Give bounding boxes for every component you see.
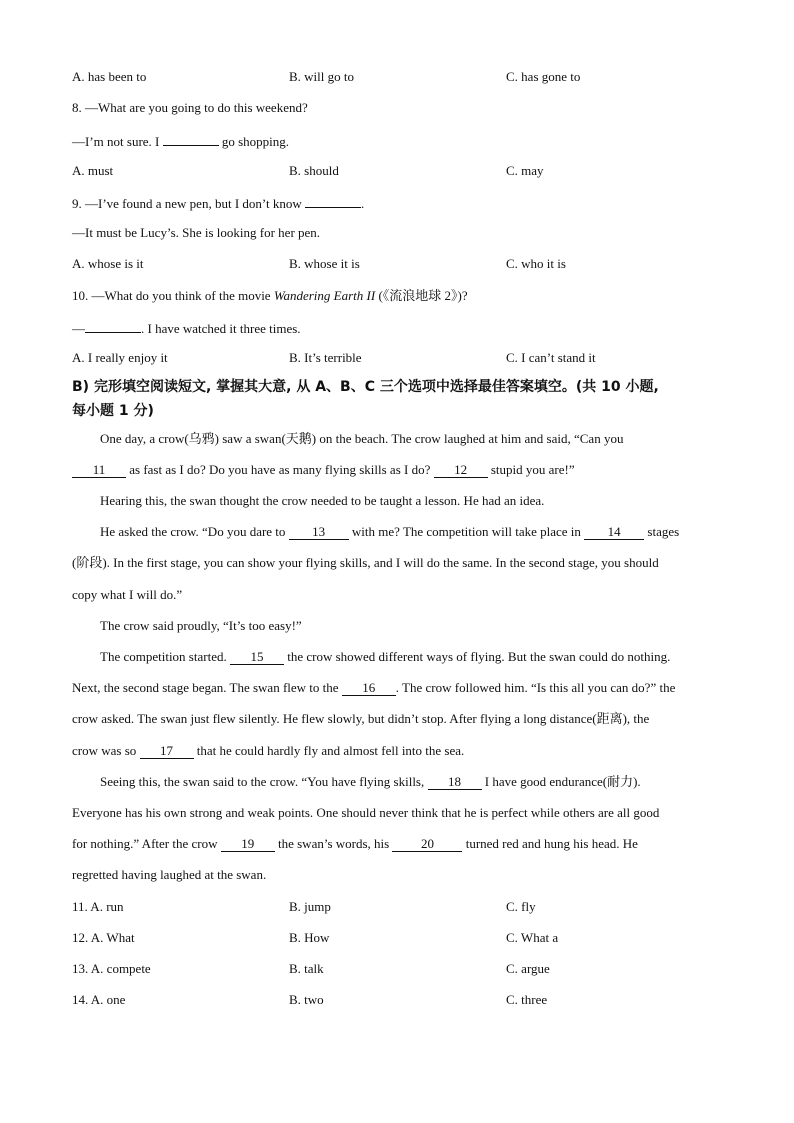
q8-reply-post: go shopping. xyxy=(221,134,290,149)
blank-12: 12 xyxy=(434,462,488,478)
choice-11-c: C. fly xyxy=(506,899,536,914)
passage-p3-line1 xyxy=(100,523,679,541)
section-b-heading-line1: B) 完形填空阅读短文, 掌握其大意, 从 A、B、C 三个选项中选择最佳答案填空。(共 10 小题, xyxy=(72,379,659,395)
passage-p6-line2: Everyone has his own strong and weak points. One should never think that he is perfect while others are all good xyxy=(72,805,660,820)
passage-p1-line1: One day, a crow(乌鸦) saw a swan(天鹅) on the beach. The crow laughed at him and said, “Can you xyxy=(100,431,624,446)
q10-movie-title: Wandering Earth II xyxy=(273,288,376,303)
blank-14: 14 xyxy=(584,524,644,540)
q10-blank xyxy=(85,318,141,333)
passage-text: Seeing this, the swan said to the crow. “You have flying skills, xyxy=(100,774,425,789)
passage-text: The competition started. xyxy=(100,649,227,664)
passage-text: the crow showed different ways of flying. But the swan could do nothing. xyxy=(287,649,671,664)
q10-option-c: C. I can’t stand it xyxy=(506,350,596,365)
passage-text: Next, the second stage began. The swan flew to the xyxy=(72,680,339,695)
q9-option-c: C. who it is xyxy=(506,256,566,271)
q8-prompt: 8. —What are you going to do this weekend? xyxy=(72,100,308,115)
choice-13-c: C. argue xyxy=(506,961,550,976)
choice-13-a: 13. A. compete xyxy=(72,961,151,976)
q9-prompt xyxy=(72,193,364,213)
q9-prompt-pre: 9. —I’ve found a new pen, but I don’t know xyxy=(72,196,302,211)
q10-prompt-pre: 10. —What do you think of the movie xyxy=(72,288,271,303)
passage-p3-line3: copy what I will do.” xyxy=(72,587,183,602)
choice-12-c: C. What a xyxy=(506,930,559,945)
passage-text: crow was so xyxy=(72,743,137,758)
passage-text: as fast as I do? Do you have as many flying skills as I do? xyxy=(129,462,431,477)
passage-p5-line3: crow asked. The swan just flew silently. He flew slowly, but didn’t stop. After flying a long distance(距离), the xyxy=(72,711,650,726)
passage-text: the swan’s words, his xyxy=(277,836,390,851)
blank-19: 19 xyxy=(221,836,275,852)
passage-text: . The crow followed him. “Is this all you can do?” the xyxy=(395,680,676,695)
choice-14-a: 14. A. one xyxy=(72,992,126,1007)
passage-p6-line4: regretted having laughed at the swan. xyxy=(72,867,267,882)
q10-option-b: B. It’s terrible xyxy=(289,350,362,365)
q8-option-c: C. may xyxy=(506,163,544,178)
q9-prompt-post: . xyxy=(361,196,365,211)
passage-text: that he could hardly fly and almost fell into the sea. xyxy=(196,743,465,758)
blank-13: 13 xyxy=(289,524,349,540)
choice-12-a: 12. A. What xyxy=(72,930,135,945)
choice-14-c: C. three xyxy=(506,992,548,1007)
passage-text: I have good endurance(耐力). xyxy=(484,774,641,789)
q9-reply: —It must be Lucy’s. She is looking for her pen. xyxy=(72,225,321,240)
q7-option-b: B. will go to xyxy=(289,69,355,84)
passage-p6-line3 xyxy=(72,835,638,853)
q8-option-a: A. must xyxy=(72,163,114,178)
q8-reply-pre: —I’m not sure. I xyxy=(72,134,160,149)
blank-11: 11 xyxy=(72,462,126,478)
q10-reply-post: . I have watched it three times. xyxy=(141,321,301,336)
blank-17: 17 xyxy=(140,743,194,759)
q9-option-a: A. whose is it xyxy=(72,256,144,271)
choice-13-b: B. talk xyxy=(289,961,324,976)
q10-reply xyxy=(72,318,301,338)
passage-text: He asked the crow. “Do you dare to xyxy=(100,524,286,539)
blank-20: 20 xyxy=(392,836,462,852)
passage-p5-line4 xyxy=(72,742,464,760)
q7-option-c: C. has gone to xyxy=(506,69,581,84)
passage-text: with me? The competition will take place in xyxy=(351,524,581,539)
section-b-heading-line2: 每小题 1 分) xyxy=(72,403,154,419)
passage-text: turned red and hung his head. He xyxy=(465,836,638,851)
choice-11-a: 11. A. run xyxy=(72,899,124,914)
passage-p2: Hearing this, the swan thought the crow needed to be taught a lesson. He had an idea. xyxy=(100,493,545,508)
q8-blank xyxy=(163,131,219,146)
q9-option-b: B. whose it is xyxy=(289,256,360,271)
blank-18: 18 xyxy=(428,774,482,790)
choice-12-b: B. How xyxy=(289,930,330,945)
blank-15: 15 xyxy=(230,649,284,665)
passage-text: stupid you are!” xyxy=(490,462,575,477)
passage-p3-line2: (阶段). In the first stage, you can show your flying skills, and I will do the same. In the second stage, you should xyxy=(72,555,659,570)
passage-p1-line2 xyxy=(72,461,575,479)
q10-prompt-post: (《流浪地球 2》)? xyxy=(378,288,468,303)
choice-14-b: B. two xyxy=(289,992,324,1007)
q10-reply-pre: — xyxy=(72,321,85,336)
passage-p5-line2 xyxy=(72,679,675,697)
q8-option-b: B. should xyxy=(289,163,339,178)
passage-text: stages xyxy=(647,524,680,539)
blank-16: 16 xyxy=(342,680,396,696)
q10-prompt xyxy=(72,287,468,305)
passage-text: for nothing.” After the crow xyxy=(72,836,218,851)
q8-reply xyxy=(72,131,289,151)
choice-11-b: B. jump xyxy=(289,899,331,914)
passage-p5-line1 xyxy=(100,648,670,666)
q9-blank xyxy=(305,193,361,208)
passage-p6-line1 xyxy=(100,773,641,791)
q7-option-a: A. has been to xyxy=(72,69,147,84)
q10-option-a: A. I really enjoy it xyxy=(72,350,168,365)
passage-p4: The crow said proudly, “It’s too easy!” xyxy=(100,618,302,633)
